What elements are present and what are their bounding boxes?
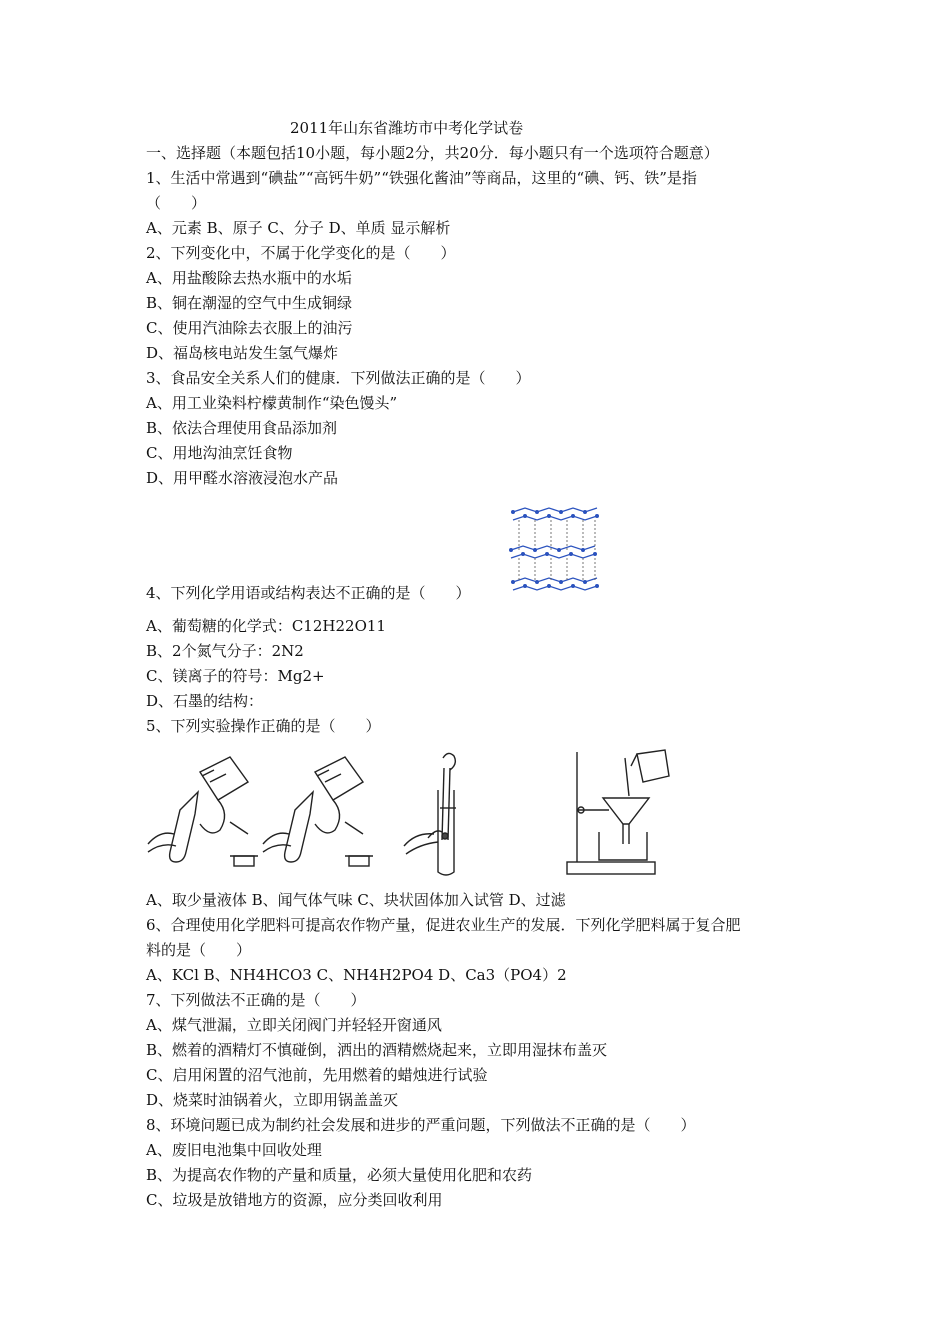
adding-solid-figure — [398, 748, 478, 880]
question-2-stem: 2、下列变化中，不属于化学变化的是（ ） — [146, 244, 456, 262]
question-3-stem: 3、食品安全关系人们的健康．下列做法正确的是（ ） — [146, 369, 531, 387]
question-2-option-a: A、用盐酸除去热水瓶中的水垢 — [146, 269, 352, 287]
graphite-structure-figure — [505, 500, 605, 600]
question-8-option-a: A、废旧电池集中回收处理 — [146, 1141, 322, 1159]
question-3-option-d: D、用甲醛水溶液浸泡水产品 — [146, 469, 339, 487]
exam-title: 2011年山东省潍坊市中考化学试卷 — [290, 119, 524, 137]
smelling-gas-figure — [255, 752, 375, 877]
question-4-option-d: D、石墨的结构： — [146, 692, 264, 710]
question-2-option-c: C、使用汽油除去衣服上的油污 — [146, 319, 353, 337]
question-6-stem-cont: 料的是（ ） — [146, 941, 252, 959]
question-2-option-b: B、铜在潮湿的空气中生成铜绿 — [146, 294, 353, 312]
question-3-option-b: B、依法合理使用食品添加剂 — [146, 419, 338, 437]
section-heading: 一、选择题（本题包括10小题，每小题2分，共20分．每小题只有一个选项符合题意） — [146, 144, 719, 162]
question-6-stem: 6、合理使用化学肥料可提高农作物产量，促进农业生产的发展．下列化学肥料属于复合肥 — [146, 916, 741, 934]
question-7-option-a: A、煤气泄漏，立即关闭阀门并轻轻开窗通风 — [146, 1016, 442, 1034]
question-5-options: A、取少量液体 B、闻气体气味 C、块状固体加入试管 D、过滤 — [146, 891, 566, 909]
question-7-option-b: B、燃着的酒精灯不慎碰倒，洒出的酒精燃烧起来，立即用湿抹布盖灭 — [146, 1041, 608, 1059]
question-4-option-c: C、镁离子的符号：Mg2+ — [146, 667, 325, 685]
question-2-option-d: D、福岛核电站发生氢气爆炸 — [146, 344, 339, 362]
question-7-option-d: D、烧菜时油锅着火，立即用锅盖盖灭 — [146, 1091, 399, 1109]
question-8-option-c: C、垃圾是放错地方的资源，应分类回收利用 — [146, 1191, 443, 1209]
question-7-option-c: C、启用闲置的沼气池前，先用燃着的蜡烛进行试验 — [146, 1066, 488, 1084]
question-1-stem-cont: （ ） — [146, 194, 207, 212]
question-4-stem: 4、下列化学用语或结构表达不正确的是（ ） — [146, 584, 471, 602]
question-6-options: A、KCl B、NH4HCO3 C、NH4H2PO4 D、Ca3（PO4）2 — [146, 966, 567, 984]
pouring-liquid-figure — [140, 752, 260, 877]
filtration-figure — [565, 748, 673, 880]
question-4-option-a: A、葡萄糖的化学式：C12H22O11 — [146, 617, 386, 635]
question-1-options: A、元素 B、原子 C、分子 D、单质 显示解析 — [146, 219, 451, 237]
question-8-option-b: B、为提高农作物的产量和质量，必须大量使用化肥和农药 — [146, 1166, 533, 1184]
question-3-option-a: A、用工业染料柠檬黄制作“染色馒头” — [146, 394, 398, 412]
question-3-option-c: C、用地沟油烹饪食物 — [146, 444, 293, 462]
question-1-stem: 1、生活中常遇到“碘盐”“高钙牛奶”“铁强化酱油”等商品，这里的“碘、钙、铁”是指 — [146, 169, 697, 187]
question-4-option-b: B、2个氮气分子：2N2 — [146, 642, 304, 660]
question-7-stem: 7、下列做法不正确的是（ ） — [146, 991, 366, 1009]
question-5-stem: 5、下列实验操作正确的是（ ） — [146, 717, 381, 735]
question-8-stem: 8、环境问题已成为制约社会发展和进步的严重问题，下列做法不正确的是（ ） — [146, 1116, 696, 1134]
